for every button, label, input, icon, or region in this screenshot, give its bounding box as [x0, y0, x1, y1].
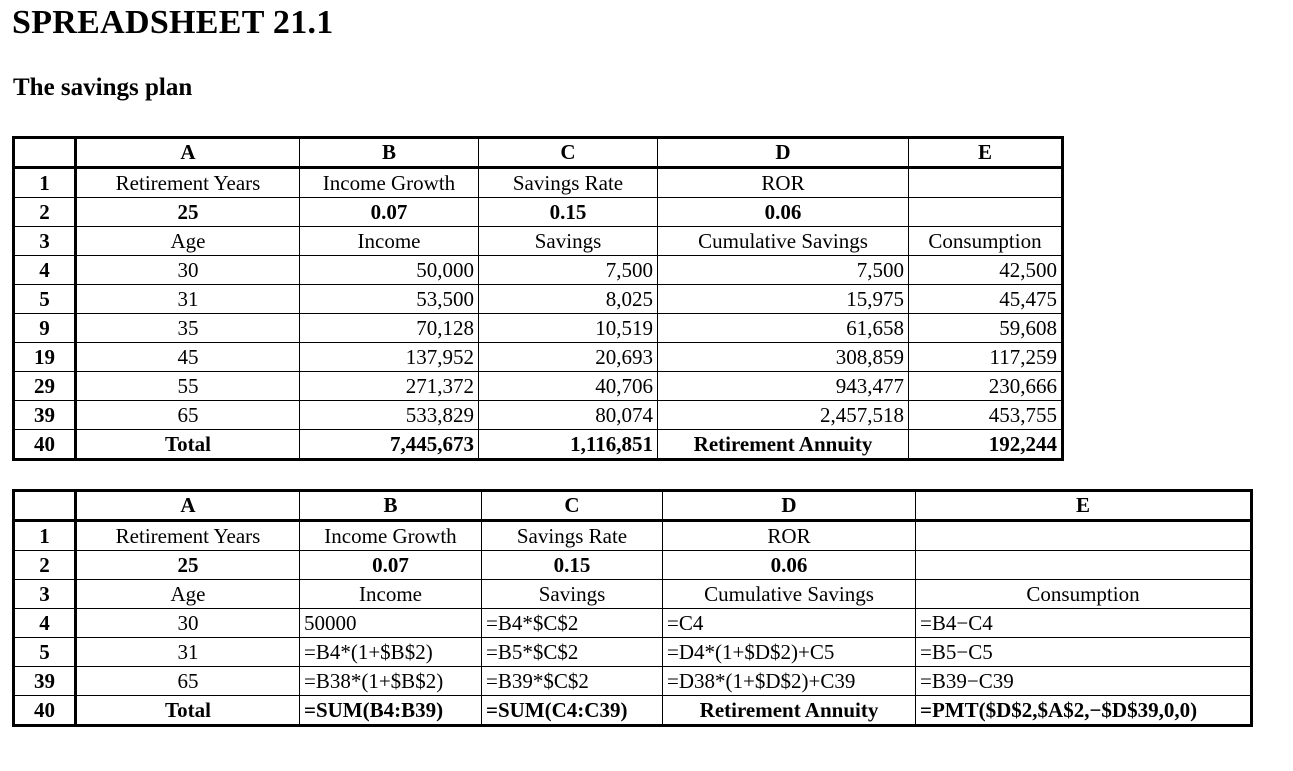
- cell[interactable]: 30: [76, 609, 300, 638]
- cell[interactable]: =D38*(1+$D$2)+C39: [663, 667, 916, 696]
- cell[interactable]: 50000: [300, 609, 482, 638]
- cell[interactable]: 65: [76, 667, 300, 696]
- cell[interactable]: =C4: [663, 609, 916, 638]
- row-number[interactable]: 5: [14, 638, 76, 667]
- cell[interactable]: 7,445,673: [300, 430, 479, 460]
- table-row: [14, 372, 1063, 401]
- cell[interactable]: 453,755: [909, 401, 1063, 430]
- cell[interactable]: 0.06: [663, 551, 916, 580]
- cell[interactable]: 2,457,518: [658, 401, 909, 430]
- table-row: [14, 227, 1063, 256]
- column-header-d[interactable]: D: [663, 491, 916, 521]
- cell[interactable]: =B38*(1+$B$2): [300, 667, 482, 696]
- row-number[interactable]: 4: [14, 609, 76, 638]
- row-number[interactable]: 9: [14, 314, 76, 343]
- table-row: [14, 638, 1252, 667]
- cell[interactable]: =SUM(C4:C39): [482, 696, 663, 726]
- table-row: [14, 285, 1063, 314]
- row-number[interactable]: 1: [14, 521, 76, 551]
- cell[interactable]: Income: [300, 227, 479, 256]
- values-spreadsheet: [12, 136, 1064, 461]
- cell[interactable]: Retirement Annuity: [663, 696, 916, 726]
- row-number[interactable]: 3: [14, 580, 76, 609]
- corner-cell: [14, 138, 76, 168]
- cell[interactable]: 1,116,851: [479, 430, 658, 460]
- column-header-a[interactable]: A: [76, 491, 300, 521]
- cell[interactable]: Consumption: [916, 580, 1252, 609]
- cell[interactable]: 50,000: [300, 256, 479, 285]
- cell[interactable]: Age: [76, 227, 300, 256]
- cell[interactable]: Consumption: [909, 227, 1063, 256]
- table-row: [14, 256, 1063, 285]
- cell[interactable]: 20,693: [479, 343, 658, 372]
- cell[interactable]: Savings: [482, 580, 663, 609]
- cell[interactable]: 0.07: [300, 198, 479, 227]
- cell[interactable]: 80,074: [479, 401, 658, 430]
- cell[interactable]: 0.15: [479, 198, 658, 227]
- row-number[interactable]: 2: [14, 198, 76, 227]
- cell[interactable]: 0.06: [658, 198, 909, 227]
- cell[interactable]: Age: [76, 580, 300, 609]
- cell[interactable]: 117,259: [909, 343, 1063, 372]
- cell[interactable]: 35: [76, 314, 300, 343]
- table-row: [14, 580, 1252, 609]
- cell[interactable]: 59,608: [909, 314, 1063, 343]
- cell[interactable]: 70,128: [300, 314, 479, 343]
- cell[interactable]: 40,706: [479, 372, 658, 401]
- cell[interactable]: 7,500: [479, 256, 658, 285]
- table-row: [14, 430, 1063, 460]
- table-row: [14, 667, 1252, 696]
- table-row: [14, 551, 1252, 580]
- column-header-b[interactable]: B: [300, 491, 482, 521]
- cell[interactable]: =B39−C39: [916, 667, 1252, 696]
- cell[interactable]: [916, 521, 1252, 551]
- cell[interactable]: Income Growth: [300, 521, 482, 551]
- column-header-b[interactable]: B: [300, 138, 479, 168]
- cell[interactable]: 271,372: [300, 372, 479, 401]
- cell[interactable]: 8,025: [479, 285, 658, 314]
- cell[interactable]: =B5*$C$2: [482, 638, 663, 667]
- table-row: [14, 343, 1063, 372]
- cell[interactable]: 15,975: [658, 285, 909, 314]
- cell[interactable]: 533,829: [300, 401, 479, 430]
- cell[interactable]: 65: [76, 401, 300, 430]
- cell[interactable]: 0.15: [482, 551, 663, 580]
- cell[interactable]: Savings Rate: [482, 521, 663, 551]
- cell[interactable]: Cumulative Savings: [663, 580, 916, 609]
- table-row: [14, 521, 1252, 551]
- row-number[interactable]: 3: [14, 227, 76, 256]
- cell[interactable]: 45: [76, 343, 300, 372]
- cell[interactable]: Total: [76, 430, 300, 460]
- cell[interactable]: 7,500: [658, 256, 909, 285]
- cell[interactable]: Retirement Years: [76, 168, 300, 198]
- row-number[interactable]: 29: [14, 372, 76, 401]
- column-header-e[interactable]: E: [916, 491, 1252, 521]
- cell[interactable]: 0.07: [300, 551, 482, 580]
- page-subtitle: The savings plan: [13, 74, 193, 101]
- cell[interactable]: =D4*(1+$D$2)+C5: [663, 638, 916, 667]
- cell[interactable]: 31: [76, 638, 300, 667]
- cell[interactable]: ROR: [663, 521, 916, 551]
- cell[interactable]: 25: [76, 551, 300, 580]
- formulas-spreadsheet: [12, 489, 1253, 727]
- cell[interactable]: [909, 198, 1063, 227]
- cell[interactable]: =B39*$C$2: [482, 667, 663, 696]
- column-header-d[interactable]: D: [658, 138, 909, 168]
- cell[interactable]: 137,952: [300, 343, 479, 372]
- column-header-c[interactable]: C: [482, 491, 663, 521]
- cell[interactable]: Income Growth: [300, 168, 479, 198]
- cell[interactable]: [909, 168, 1063, 198]
- table-row: [14, 198, 1063, 227]
- cell[interactable]: =B4*(1+$B$2): [300, 638, 482, 667]
- cell[interactable]: =B4*$C$2: [482, 609, 663, 638]
- cell[interactable]: [916, 551, 1252, 580]
- table-row: [14, 401, 1063, 430]
- cell[interactable]: 192,244: [909, 430, 1063, 460]
- row-number[interactable]: 40: [14, 430, 76, 460]
- column-header-c[interactable]: C: [479, 138, 658, 168]
- table-row: [14, 314, 1063, 343]
- column-header-row: [14, 138, 1063, 168]
- cell[interactable]: 10,519: [479, 314, 658, 343]
- cell[interactable]: 308,859: [658, 343, 909, 372]
- table-row: [14, 696, 1252, 726]
- row-number[interactable]: 5: [14, 285, 76, 314]
- cell[interactable]: 53,500: [300, 285, 479, 314]
- cell[interactable]: 30: [76, 256, 300, 285]
- column-header-e[interactable]: E: [909, 138, 1063, 168]
- cell[interactable]: =PMT($D$2,$A$2,−$D$39,0,0): [916, 696, 1252, 726]
- corner-cell: [14, 491, 76, 521]
- cell[interactable]: =SUM(B4:B39): [300, 696, 482, 726]
- cell[interactable]: Retirement Years: [76, 521, 300, 551]
- row-number[interactable]: 40: [14, 696, 76, 726]
- column-header-row: [14, 491, 1252, 521]
- cell[interactable]: 42,500: [909, 256, 1063, 285]
- cell[interactable]: ROR: [658, 168, 909, 198]
- row-number[interactable]: 39: [14, 401, 76, 430]
- cell[interactable]: 25: [76, 198, 300, 227]
- cell[interactable]: 943,477: [658, 372, 909, 401]
- row-number[interactable]: 19: [14, 343, 76, 372]
- cell[interactable]: =B5−C5: [916, 638, 1252, 667]
- cell[interactable]: Savings: [479, 227, 658, 256]
- cell[interactable]: 230,666: [909, 372, 1063, 401]
- cell[interactable]: Total: [76, 696, 300, 726]
- cell[interactable]: Savings Rate: [479, 168, 658, 198]
- row-number[interactable]: 1: [14, 168, 76, 198]
- cell[interactable]: Income: [300, 580, 482, 609]
- row-number[interactable]: 4: [14, 256, 76, 285]
- cell[interactable]: Retirement Annuity: [658, 430, 909, 460]
- column-header-a[interactable]: A: [76, 138, 300, 168]
- cell[interactable]: 55: [76, 372, 300, 401]
- cell[interactable]: =B4−C4: [916, 609, 1252, 638]
- cell[interactable]: 31: [76, 285, 300, 314]
- cell[interactable]: 61,658: [658, 314, 909, 343]
- cell[interactable]: Cumulative Savings: [658, 227, 909, 256]
- row-number[interactable]: 39: [14, 667, 76, 696]
- table-row: [14, 609, 1252, 638]
- cell[interactable]: 45,475: [909, 285, 1063, 314]
- page-title: SPREADSHEET 21.1: [12, 4, 334, 41]
- row-number[interactable]: 2: [14, 551, 76, 580]
- table-row: [14, 168, 1063, 198]
